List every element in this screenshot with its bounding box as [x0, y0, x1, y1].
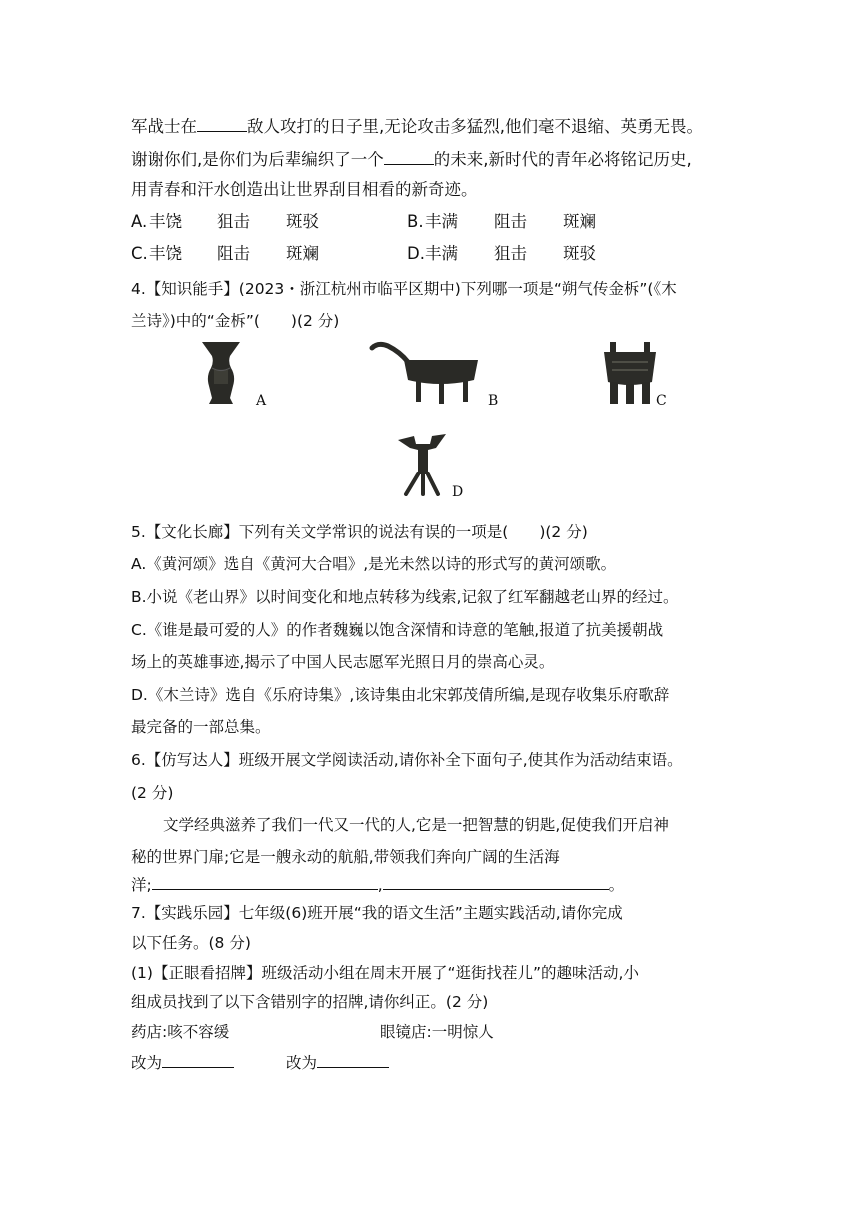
q5-option-c-line-2: 场上的英雄事迹,揭示了中国人民志愿军光照日月的崇高心灵。 [131, 653, 555, 671]
fill-blank[interactable] [197, 114, 247, 132]
answer-blank-1[interactable] [152, 872, 378, 890]
q7-stem-line-2: 以下任务。(8 分) [131, 934, 251, 952]
label-b: B [488, 393, 499, 409]
label-d: D [452, 484, 464, 500]
vessel-d-image[interactable] [396, 432, 448, 496]
correction-2: 改为 [286, 1050, 389, 1074]
fill-blank[interactable] [384, 147, 434, 165]
label-c: C [656, 393, 667, 409]
correction-blank-2[interactable] [317, 1050, 389, 1068]
q5-option-d-line-2: 最完备的一部总集。 [131, 718, 271, 736]
q6-paragraph-line-2: 秘的世界门扉;它是一艘永动的航船,带领我们奔向广阔的生活海 [131, 848, 560, 866]
sign-pharmacy: 药店:咳不容缓 [131, 1023, 230, 1041]
label-a: A [256, 393, 267, 409]
correction-blank-1[interactable] [162, 1050, 234, 1068]
vessel-a-image[interactable] [200, 340, 242, 406]
q6-score: (2 分) [131, 784, 174, 802]
q6-stem: 6.【仿写达人】班级开展文学阅读活动,请你补全下面句子,使其作为活动结束语。 [131, 751, 683, 769]
q5-option-c-line-1[interactable]: C.《谁是最可爱的人》的作者魏巍以饱含深情和诗意的笔触,报道了抗美援朝战 [131, 621, 664, 639]
q3-line-2: 谢谢你们,是你们为后辈编织了一个 的未来,新时代的青年必将铭记历史, [131, 147, 692, 171]
q5-option-a[interactable]: A.《黄河颂》选自《黄河大合唱》,是光未然以诗的形式写的黄河颂歌。 [131, 555, 617, 573]
q5-option-d-line-1[interactable]: D.《木兰诗》选自《乐府诗集》,该诗集由北宋郭茂倩所编,是现存收集乐府歌辞 [131, 686, 670, 704]
answer-blank-2[interactable] [383, 872, 609, 890]
sign-optician: 眼镜店:一明惊人 [380, 1023, 494, 1041]
vessel-b-image[interactable] [368, 340, 480, 406]
vessel-c-image[interactable] [602, 340, 658, 406]
q5-stem: 5.【文化长廊】下列有关文学常识的说法有误的一项是( )(2 分) [131, 523, 588, 541]
correction-1: 改为 [131, 1050, 234, 1074]
q3-line-3: 用青春和汗水创造出让世界刮目相看的新奇迹。 [131, 180, 478, 199]
q6-paragraph-line-3: 洋; , 。 [131, 872, 624, 896]
q7-stem-line-1: 7.【实践乐园】七年级(6)班开展“我的语文生活”主题实践活动,请你完成 [131, 904, 623, 922]
q7-sub1-line-1: (1)【正眼看招牌】班级活动小组在周末开展了“逛街找茬儿”的趣味活动,小 [131, 964, 639, 982]
q4-stem-line-2: 兰诗》)中的“金柝”( )(2 分) [131, 312, 340, 330]
q3-line-1: 军战士在 敌人攻打的日子里,无论攻击多猛烈,他们毫不退缩、英勇无畏。 [131, 114, 703, 138]
q5-option-b[interactable]: B.小说《老山界》以时间变化和地点转移为线索,记叙了红军翻越老山界的经过。 [131, 588, 679, 606]
q4-stem-line-1: 4.【知识能手】(2023・浙江杭州市临平区期中)下列哪一项是“朔气传金柝”(《木 [131, 280, 677, 298]
q6-paragraph-line-1: 文学经典滋养了我们一代又一代的人,它是一把智慧的钥匙,促使我们开启神 [163, 816, 669, 834]
q7-sub1-line-2: 组成员找到了以下含错别字的招牌,请你纠正。(2 分) [131, 993, 489, 1011]
